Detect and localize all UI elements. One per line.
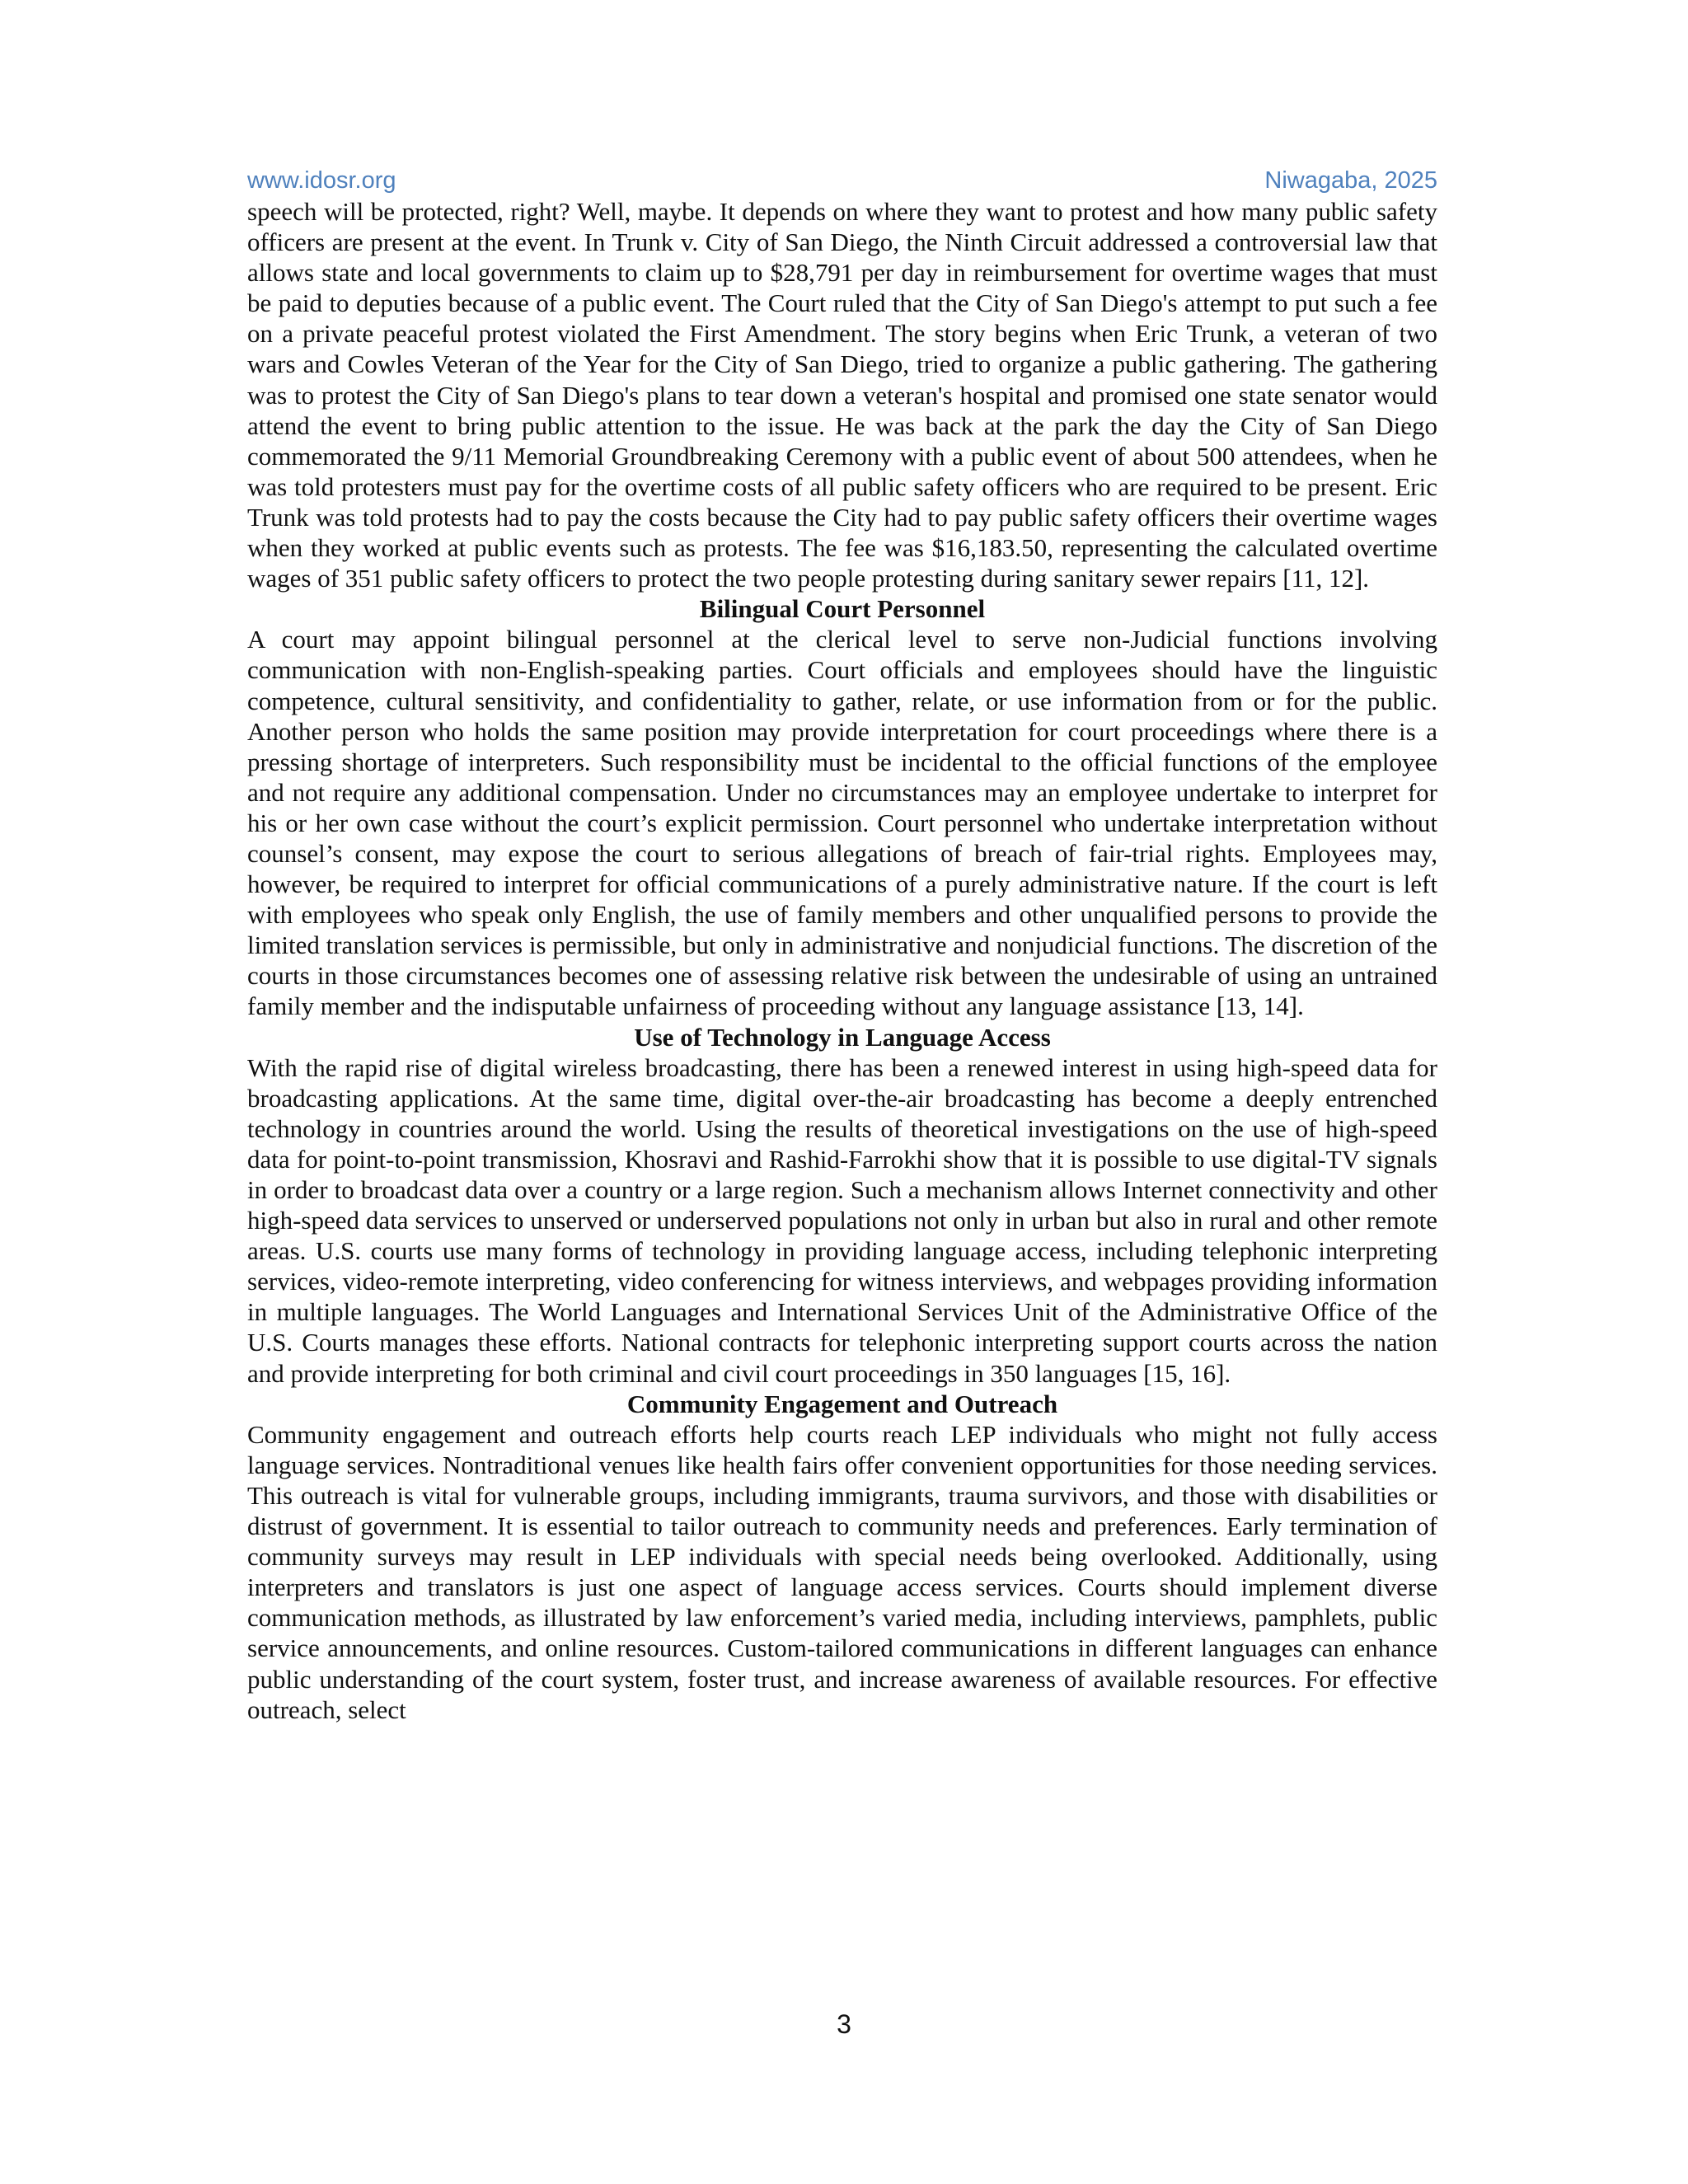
running-header	[247, 165, 1437, 196]
paragraph-technology-language-access: With the rapid rise of digital wireless broadcasting, there has been a renewed interest in using high-speed data for broadcasting applications. At the same time, digital over-the-air broadcasting has become a deeply entrenched technology in countries around the world. Using the results of theoretical investigations on the use of high-speed data for point-to-point transmission, Khosravi and Rashid-Farrokhi show that it is possible to use digital-TV signals in order to broadcast data over a country or a large region. Such a mechanism allows Internet connectivity and other high-speed data services to unserved or underserved populations not only in urban but also in rural and other remote areas. U.S. courts use many forms of technology in providing language access, including telephonic interpreting services, video-remote interpreting, video conferencing for witness interviews, and webpages providing information in multiple languages. The World Languages and International Services Unit of the Administrative Office of the U.S. Courts manages these efforts. National contracts for telephonic interpreting support courts across the nation and provide interpreting for both criminal and civil court proceedings in 350 languages [15, 16].	[247, 1052, 1437, 1388]
intro-paragraph: speech will be protected, right? Well, maybe. It depends on where they want to protest and how many public safety officers are present at the event. In Trunk v. City of San Diego, the Ninth Circuit addressed a controversial law that allows state and local governments to claim up to $28,791 per day in reimbursement for overtime wages that must be paid to deputies because of a public event. The Court ruled that the City of San Diego's attempt to put such a fee on a private peaceful protest violated the First Amendment. The story begins when Eric Trunk, a veteran of two wars and Cowles Veteran of the Year for the City of San Diego, tried to organize a public gathering. The gathering was to protest the City of San Diego's plans to tear down a veteran's hospital and promised one state senator would attend the event to bring public attention to the issue. He was back at the park the day the City of San Diego commemorated the 9/11 Memorial Groundbreaking Ceremony with a public event of about 500 attendees, when he was told protesters must pay for the overtime costs of all public safety officers who are required to be present. Eric Trunk was told protests had to pay the costs because the City had to pay public safety officers their overtime wages when they worked at public events such as protests. The fee was $16,183.50, representing the calculated overtime wages of 351 public safety officers to protect the two people protesting during sanitary sewer repairs [11, 12].	[247, 197, 1437, 593]
header-author-year: Niwagaba, 2025	[1264, 167, 1437, 194]
heading-community-engagement: Community Engagement and Outreach	[626, 1389, 1058, 1418]
paragraph-bilingual-court-personnel: A court may appoint bilingual personnel at the clerical level to serve non-Judicial functions involving communication with non-English-speaking parties. Court officials and employees should have the linguistic competence, cultural sensitivity, and confidentiality to gather, relate, or use information from or for the public. Another person who holds the same position may provide interpretation for court proceedings where there is a pressing shortage of interpreters. Such responsibility must be incidental to the official functions of the employee and not require any additional compensation. Under no circumstances may an employee undertake to interpret for his or her own case without the court’s explicit permission. Court personnel who undertake interpretation without counsel’s consent, may expose the court to serious allegations of breach of fair-trial rights. Employees may, however, be required to interpret for official communications of a purely administrative nature. If the court is left with employees who speak only English, the use of family members and other unqualified persons to provide the limited translation services is permissible, but only in administrative and nonjudicial functions. The discretion of the courts in those circumstances becomes one of assessing relative risk between the undesirable of using an untrained family member and the indisputable unfairness of proceeding without any language assistance [13, 14].	[247, 625, 1437, 1021]
header-website: www.idosr.org	[247, 167, 396, 194]
page-number: 3	[837, 2009, 851, 2039]
heading-bilingual-court-personnel: Bilingual Court Personnel	[699, 594, 986, 624]
document-page	[247, 165, 1437, 1725]
heading-technology-language-access: Use of Technology in Language Access	[634, 1022, 1051, 1052]
paragraph-community-engagement: Community engagement and outreach efforts help courts reach LEP individuals who might not fully access language services. Nontraditional venues like health fairs offer convenient opportunities for those needing services. This outreach is vital for vulnerable groups, including immigrants, trauma survivors, and those with disabilities or distrust of government. It is essential to tailor outreach to community needs and preferences. Early termination of community surveys may result in LEP individuals with special needs being overlooked. Additionally, using interpreters and translators is just one aspect of language access services. Courts should implement diverse communication methods, as illustrated by law enforcement’s varied media, including interviews, pamphlets, public service announcements, and online resources. Custom-tailored communications in different languages can enhance public understanding of the court system, foster trust, and increase awareness of available resources. For effective outreach, select	[247, 1419, 1437, 1724]
